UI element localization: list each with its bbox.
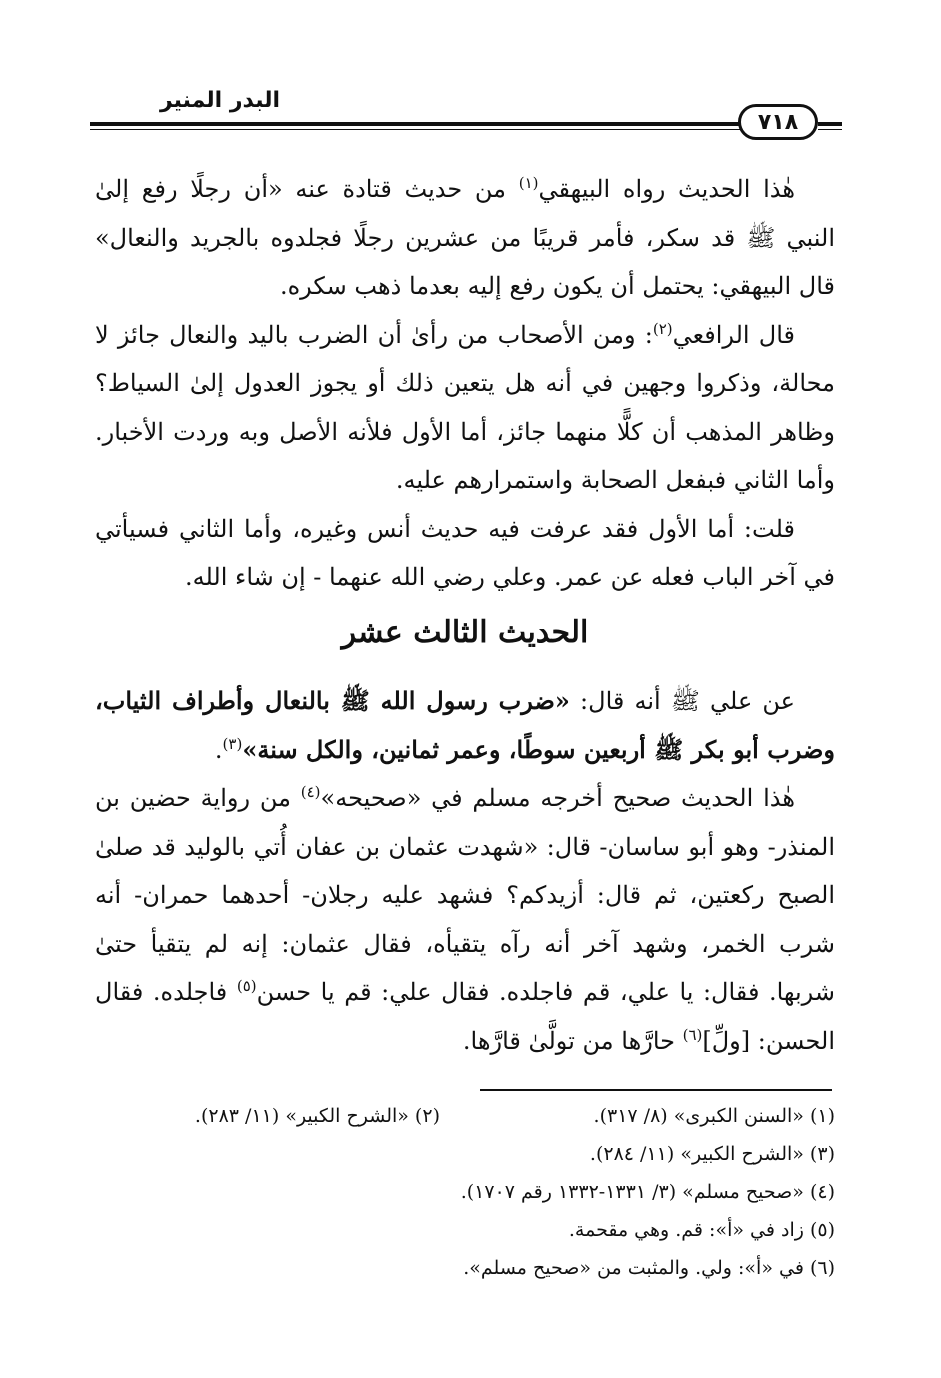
footnote-2: (٢) «الشرح الكبير» (١١/ ٢٨٣). [194, 1105, 440, 1127]
page-number: ٧١٨ [738, 104, 818, 140]
body-text-block-2 [95, 677, 835, 1065]
hadith-quote: «ضرب رسول الله ﷺ بالنعال وأطراف الثياب، وضرب أبو بكر ﷺ أربعين سوطًا، وعمر ثمانين، والكل سنة» [95, 686, 835, 764]
paragraph: عن علي ﷺ أنه قال: «ضرب رسول الله ﷺ بالنعال وأطراف الثياب، وضرب أبو بكر ﷺ أربعين سوطًا، وعمر ثمانين، والكل سنة»$^{(٣)}$. [95, 686, 835, 764]
paragraph: قال الرافعي$^{(٢)}$: ومن الأصحاب من رأىٰ أن الضرب باليد والنعال جائز لا محالة، وذكروا وجهين في أنه هل يتعين ذلك أو يجوز العدول إلىٰ السياط؟ وظاهر المذهب أن كلًّا منهما جائز، أما الأول فلأنه الأصل وبه وردت الأخبار. وأما الثاني فبفعل الصحابة واستمرارهم عليه. [95, 319, 835, 494]
footnote-separator [480, 1089, 832, 1091]
footnote-1: (١) «السنن الكبرى» (٨/ ٣١٧). [593, 1105, 835, 1127]
header-rule-right-thin [818, 129, 842, 130]
footnote-4: (٤) «صحيح مسلم» (٣/ ١٣٣١-١٣٣٢ رقم ١٧٠٧). [460, 1181, 835, 1203]
footnote-6: (٦) في «أ»: ولي. والمثبت من «صحيح مسلم». [463, 1257, 835, 1279]
footnote-ref: (٥) [236, 977, 257, 995]
footnote-ref: (٦) [682, 1025, 703, 1044]
running-title: البدر المنير [159, 88, 280, 113]
page-header [90, 88, 842, 158]
header-rule-right-thick [818, 122, 842, 126]
body-text-block-1 [95, 165, 835, 602]
footnote-5: (٥) زاد في «أ»: قم. وهي مقحمة. [568, 1219, 835, 1241]
footnote-3: (٣) «الشرح الكبير» (١١/ ٢٨٤). [589, 1143, 835, 1165]
header-rule-thick [90, 122, 745, 126]
footnote-ref: (٣) [222, 734, 243, 753]
footnote-ref: (٢) [652, 319, 673, 338]
paragraph: هٰذا الحديث رواه البيهقي$^{(١)}$ من حديث قتادة عنه «أن رجلًا رفع إلىٰ النبي ﷺ قد سكر، فأمر قريبًا من عشرين رجلًا فجلدوه بالجريد والنعال» قال البيهقي: يحتمل أن يكون رفع إليه بعدما ذهب سكره. [95, 174, 835, 300]
footnote-ref: (١) [518, 174, 539, 192]
paragraph: هٰذا الحديث صحيح أخرجه مسلم في «صحيحه»$^{(٤)}$ من رواية حضين بن المنذر- وهو أبو ساسان- قال: «شهدت عثمان بن عفان أُتي بالوليد قد صلىٰ الصبح ركعتين، ثم قال: أزيدكم؟ فشهد عليه رجلان- أحدهما حمران- أنه شرب الخمر، وشهد آخر أنه رآه يتقيأه، فقال عثمان: إنه لم يتقيأ حتىٰ شربها. فقال: يا علي، قم فاجلده. فقال علي: قم يا حسن$^{(٥)}$ فاجلده. فقال الحسن: [ولِّ]$^{(٦)}$ حارَّها من تولَّىٰ قارَّها. [95, 783, 836, 1055]
section-heading: الحديث الثالث عشر [341, 615, 589, 650]
footnote-row [95, 1097, 835, 1135]
header-rule-thin [90, 129, 745, 130]
footnote-ref: (٤) [300, 783, 321, 801]
footnotes [95, 1097, 835, 1287]
paragraph: قلت: أما الأول فقد عرفت فيه حديث أنس وغيره، وأما الثاني فسيأتي في آخر الباب فعله عن عمر. وعلي رضي الله عنهما - إن شاء الله. [95, 514, 835, 591]
